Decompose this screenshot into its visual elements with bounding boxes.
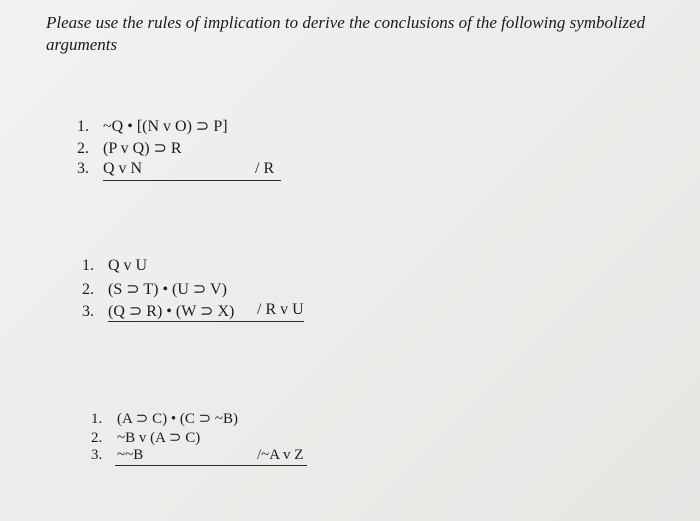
premise-number: 2. (91, 430, 103, 446)
premise-number: 1. (77, 118, 89, 135)
premise-number: 2. (77, 140, 89, 157)
premise-expression: (A ⊃ C) • (C ⊃ ~B) (117, 411, 239, 427)
premise-line (82, 279, 234, 301)
conclusion-rule (103, 180, 281, 181)
premise-line (77, 138, 228, 160)
premise-expression: ~B v (A ⊃ C) (117, 430, 201, 446)
premise-line (91, 447, 304, 466)
premise-expression: Q v U (108, 257, 148, 274)
premise-expression: (P v Q) ⊃ R (103, 140, 182, 157)
premise-expression: (Q ⊃ R) • (W ⊃ X) (108, 303, 235, 320)
premise-expression: ~Q • [(N v O) ⊃ P] (103, 118, 228, 135)
premise-number: 3. (91, 447, 103, 463)
conclusion: / R v U (257, 301, 304, 318)
argument-1 (77, 116, 275, 182)
argument-2 (82, 257, 304, 323)
premise-expression: Q v N (103, 160, 143, 177)
premise-number: 3. (77, 160, 89, 177)
conclusion: / R (255, 160, 275, 177)
premise-line (82, 301, 304, 323)
premise-expression: ~~B (117, 447, 144, 463)
argument-3 (91, 409, 304, 466)
premise-line (77, 160, 275, 182)
premise-line (82, 257, 234, 279)
premise-number: 1. (91, 411, 103, 427)
premise-number: 1. (82, 257, 94, 274)
premise-number: 3. (82, 303, 94, 320)
premise-line (91, 428, 238, 447)
premise-line (91, 409, 238, 428)
instructions-text: Please use the rules of implication to derive the conclusions of the following symbolized arguments (46, 13, 646, 54)
conclusion-rule (115, 465, 307, 466)
premise-expression: (S ⊃ T) • (U ⊃ V) (108, 281, 227, 298)
conclusion: /~A v Z (257, 447, 304, 463)
premise-line (77, 116, 228, 138)
conclusion-rule (108, 321, 304, 322)
premise-number: 2. (82, 281, 94, 298)
